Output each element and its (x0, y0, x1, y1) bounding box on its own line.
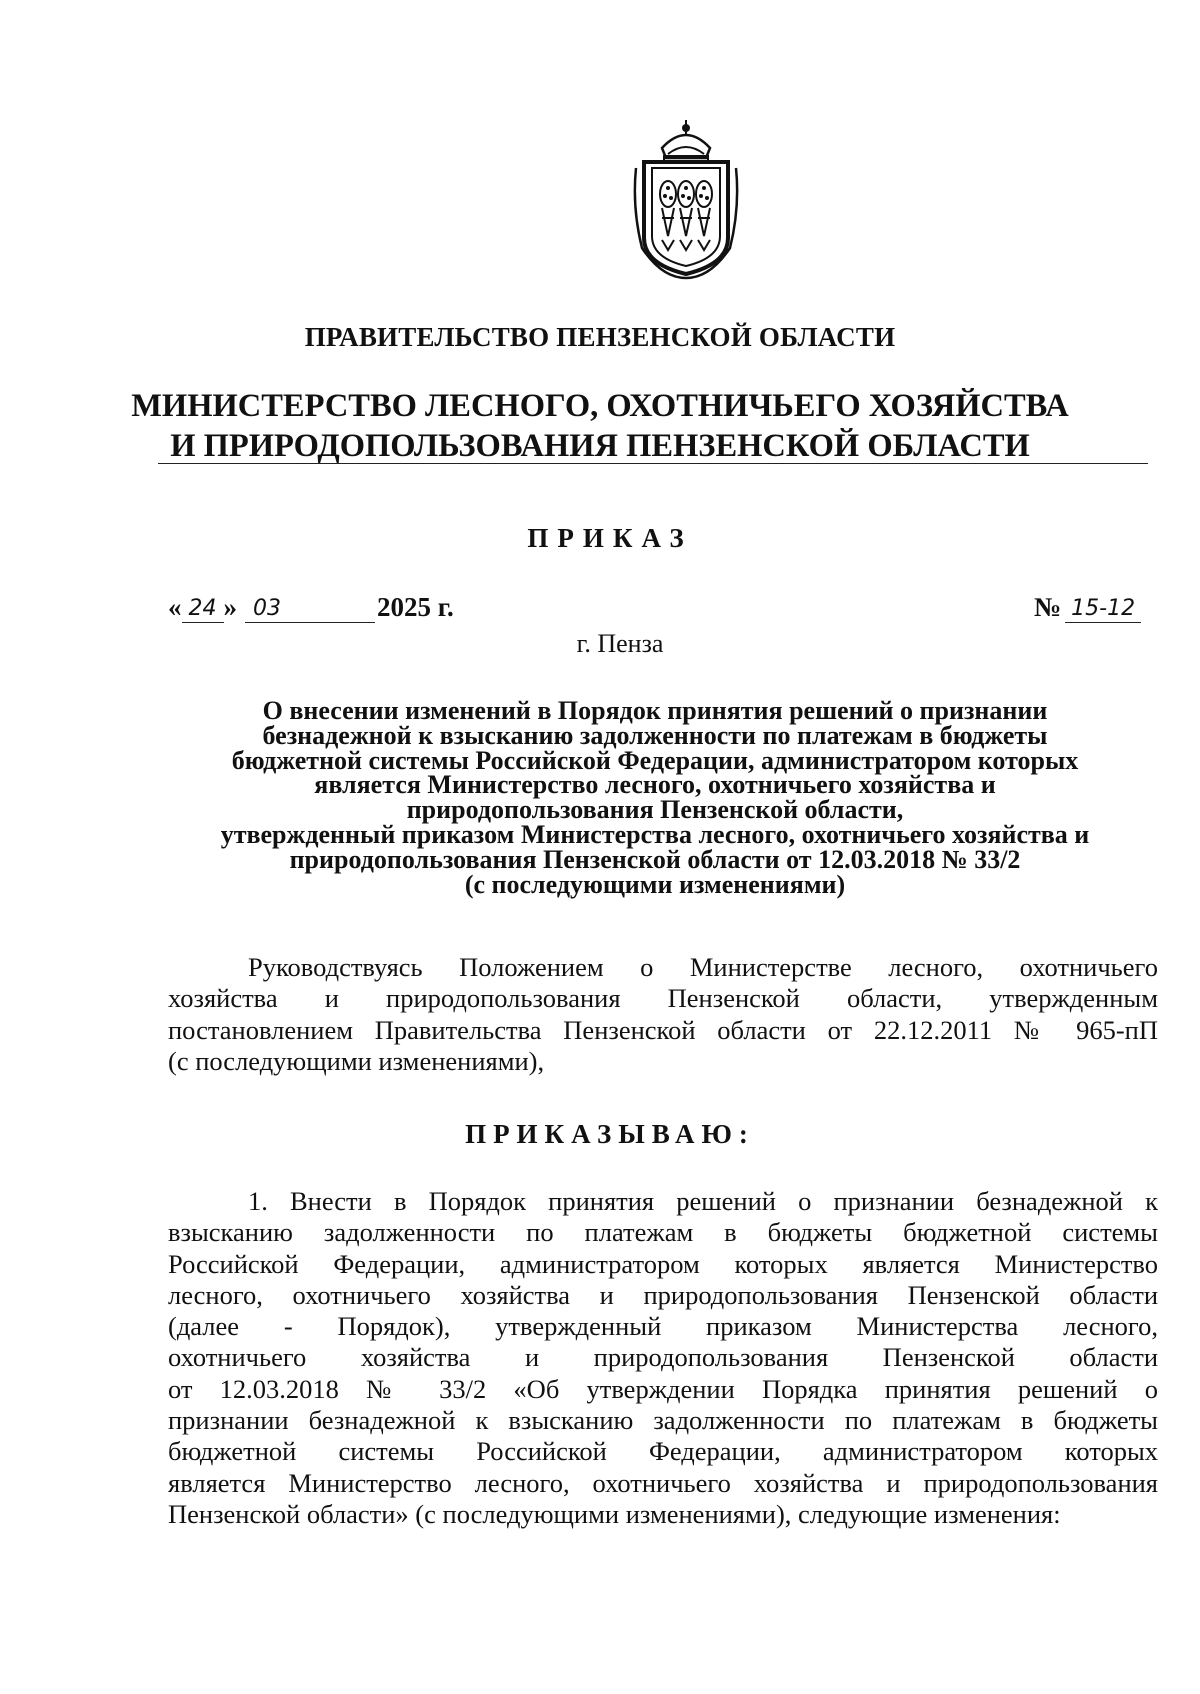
preamble-line: хозяйства и природопользования Пензенской области, утвержденным (168, 983, 1158, 1014)
document-subject (170, 696, 1140, 899)
preamble-line: Руководствуясь Положением о Министерстве лесного, охотничьего (248, 952, 1158, 982)
date-year: 2025 г. (377, 592, 454, 622)
subject-line: О внесении изменений в Порядок принятия решений о признании (262, 696, 1048, 725)
date-close-quote: » (223, 592, 237, 622)
item-1-line: бюджетной системы Российской Федерации, администратором которых (168, 1436, 1158, 1467)
subject-line: природопользования Пензенской области от 12.03.2018 № 33/2 (289, 844, 1021, 874)
order-heading: ПРИКАЗЫВАЮ: (465, 1119, 755, 1149)
date-day: 24 (182, 596, 224, 623)
item-1-line: лесного, охотничьего хозяйства и природопользования Пензенской области (168, 1279, 1158, 1310)
item-1-line: признании безнадежной к взысканию задолженности по платежам в бюджеты (168, 1405, 1158, 1436)
ministry-title (0, 386, 1200, 466)
ministry-title-line2: И ПРИРОДОПОЛЬЗОВАНИЯ ПЕНЗЕНСКОЙ ОБЛАСТИ (170, 428, 1030, 464)
date-open-quote: « (168, 592, 182, 622)
document-type: ПРИКАЗ (527, 523, 693, 553)
item-1-paragraph (168, 1186, 1158, 1530)
subject-line: бюджетной системы Российской Федерации, администратором которых (231, 745, 1079, 775)
preamble-paragraph (168, 952, 1158, 1077)
number-value: 15-12 (1065, 596, 1141, 623)
penza-coat-of-arms-icon (632, 118, 740, 280)
item-1-line: (далее - Порядок), утвержденный приказом Министерства лесного, (168, 1311, 1158, 1342)
subject-line: является Министерство лесного, охотничьего хозяйства и (314, 770, 996, 800)
item-1-line: Пензенской области» (с последующими изменениями), следующие изменения: (168, 1498, 1061, 1529)
preamble-line: постановлением Правительства Пензенской области от 22.12.2011 № 965-пП (168, 1014, 1158, 1045)
item-1-line: охотничьего хозяйства и природопользования Пензенской области (168, 1342, 1158, 1373)
subject-line: природопользования Пензенской области, (406, 795, 904, 825)
item-1-line: взысканию задолженности по платежам в бюджеты бюджетной системы (168, 1217, 1158, 1248)
item-1-line: от 12.03.2018 № 33/2 «Об утверждении Порядка принятия решений о (168, 1373, 1158, 1404)
subject-line: утвержденный приказом Министерства лесного, охотничьего хозяйства и (220, 819, 1090, 849)
government-title: ПРАВИТЕЛЬСТВО ПЕНЗЕНСКОЙ ОБЛАСТИ (304, 322, 896, 352)
subject-line: безнадежной к взысканию задолженности по платежам в бюджеты (262, 720, 1048, 750)
number-label: № (1034, 592, 1062, 622)
subject-line: (с последующими изменениями) (464, 869, 846, 899)
document-number (1034, 592, 1141, 623)
item-1-line: является Министерство лесного, охотничьего хозяйства и природопользования (168, 1467, 1158, 1498)
preamble-line: (с последующими изменениями), (168, 1045, 545, 1076)
item-1-line: 1. Внести в Порядок принятия решений о признании безнадежной к (248, 1186, 1158, 1216)
ministry-title-line1: МИНИСТЕРСТВО ЛЕСНОГО, ОХОТНИЧЬЕГО ХОЗЯЙСТВА (131, 388, 1069, 424)
document-date (168, 592, 454, 623)
item-1-line: Российской Федерации, администратором которых является Министерство (168, 1248, 1158, 1279)
document-city: г. Пенза (576, 629, 664, 658)
header-divider (158, 463, 1148, 464)
date-month: 03 (245, 596, 375, 623)
